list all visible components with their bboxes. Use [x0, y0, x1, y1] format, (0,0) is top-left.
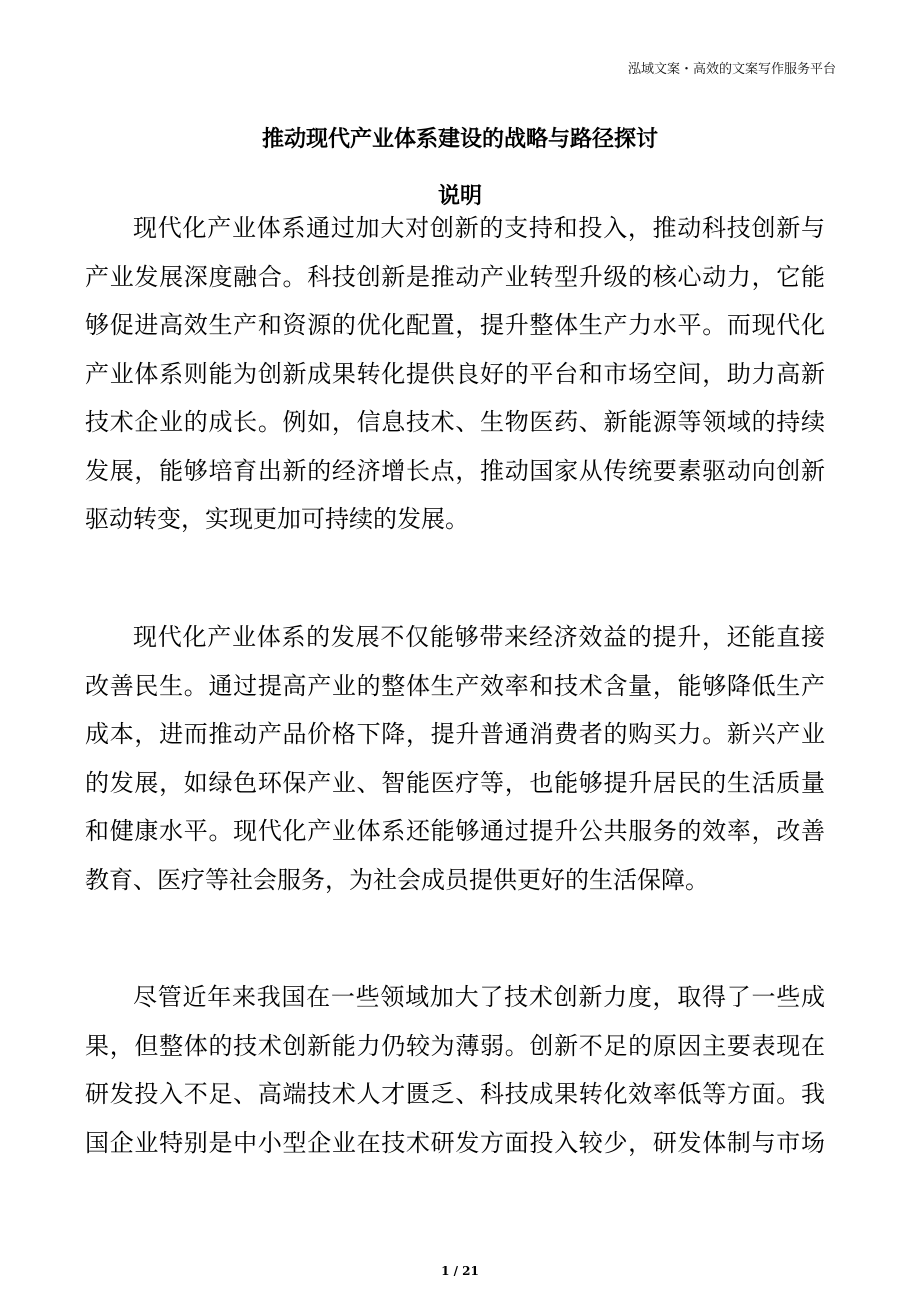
document-title: 推动现代产业体系建设的战略与路径探讨 [261, 127, 658, 152]
page-header: 泓域文案・高效的文案写作服务平台 [627, 62, 836, 77]
text-line: 现代化产业体系通过加大对创新的支持和投入，推动科技创新与 [133, 214, 825, 242]
text-line: 研发投入不足、高端技术人才匮乏、科技成果转化效率低等方面。我 [85, 1080, 825, 1108]
text-line: 产业体系则能为创新成果转化提供良好的平台和市场空间，助力高新 [85, 359, 825, 388]
text-line: 改善民生。通过提高产业的整体生产效率和技术含量，能够降低生产 [85, 671, 825, 700]
page-number: 1 / 21 [441, 1264, 479, 1278]
paragraph-1 [85, 204, 825, 544]
text-line: 的发展，如绿色环保产业、智能医疗等，也能够提升居民的生活质量 [85, 768, 825, 797]
text-line: 产业发展深度融合。科技创新是推动产业转型升级的核心动力，它能 [85, 262, 825, 291]
paragraph-3 [85, 973, 825, 1167]
text-line: 果，但整体的技术创新能力仍较为薄弱。创新不足的原因主要表现在 [85, 1031, 825, 1060]
text-line: 够促进高效生产和资源的优化配置，提升整体生产力水平。而现代化 [85, 311, 825, 339]
section-heading: 说明 [437, 184, 482, 209]
text-line: 技术企业的成长。例如，信息技术、生物医药、新能源等领域的持续 [85, 408, 825, 436]
text-line: 驱动转变，实现更加可持续的发展。 [85, 505, 469, 533]
text-line: 现代化产业体系的发展不仅能够带来经济效益的提升，还能直接 [133, 623, 825, 651]
text-line: 尽管近年来我国在一些领域加大了技术创新力度，取得了一些成 [133, 983, 825, 1011]
text-line: 成本，进而推动产品价格下降，提升普通消费者的购买力。新兴产业 [85, 720, 825, 748]
text-line: 国企业特别是中小型企业在技术研发方面投入较少，研发体制与市场 [85, 1128, 825, 1157]
text-line: 和健康水平。现代化产业体系还能够通过提升公共服务的效率，改善 [85, 817, 825, 845]
text-line: 发展，能够培育出新的经济增长点，推动国家从传统要素驱动向创新 [85, 456, 825, 485]
text-line: 教育、医疗等社会服务，为社会成员提供更好的生活保障。 [85, 865, 709, 894]
paragraph-2 [85, 613, 825, 904]
